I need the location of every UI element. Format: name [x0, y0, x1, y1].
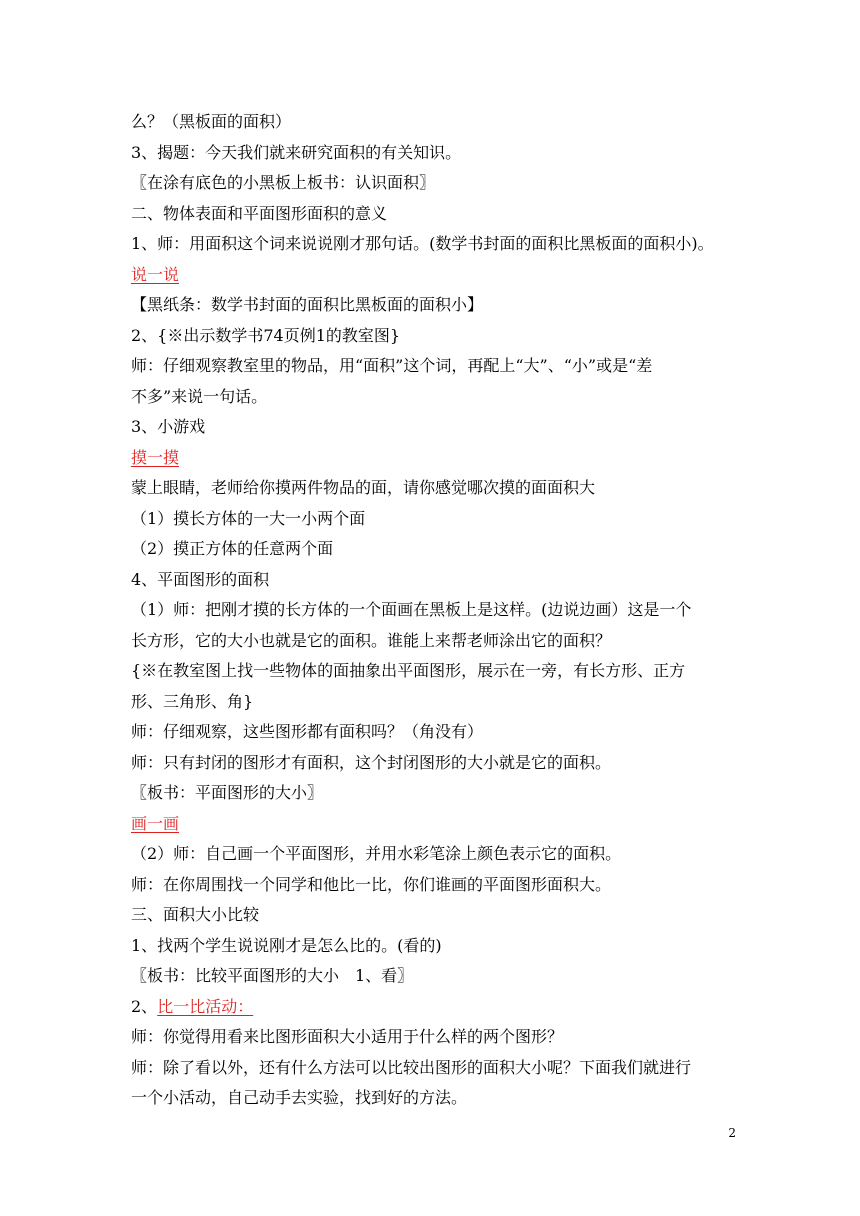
text-line: 2、{※出示数学书74页例1的教室图} [131, 325, 401, 345]
activity-link-shuo [131, 260, 741, 291]
text-line: （1）师：把刚才摸的长方体的一个面画在黑板上是这样。(边说边画）这是一个 [131, 600, 692, 619]
text-line: （2）师：自己画一个平面图形，并用水彩笔涂上颜色表示它的面积。 [131, 844, 622, 863]
line-prefix: 2、 [131, 996, 158, 1016]
activity-link-hua [131, 809, 741, 840]
text-line: 〖在涂有底色的小黑板上板书：认识面积〗 [131, 173, 436, 192]
text-line: 3、小游戏 [131, 417, 206, 436]
section-heading: 三、面积大小比较 [131, 905, 260, 924]
text-line: 么？（黑板面的面积） [131, 112, 292, 131]
text-line: 〖板书：比较平面图形的大小 1、看〗 [131, 966, 414, 985]
text-line: 师：只有封闭的图形才有面积，这个封闭图形的大小就是它的面积。 [131, 752, 612, 772]
text-line: 长方形，它的大小也就是它的面积。谁能上来帮老师涂出它的面积？ [131, 630, 612, 650]
text-line: 4、平面图形的面积 [131, 569, 270, 589]
text-line: 1、找两个学生说说刚才是怎么比的。(看的) [131, 935, 442, 955]
text-line: 师：仔细观察教室里的物品，用“面积”这个词，再配上“大”、“小”或是“差 [131, 356, 653, 375]
text-line-with-link [131, 992, 741, 1023]
text-line: 3、揭题：今天我们就来研究面积的有关知识。 [131, 142, 462, 162]
text-line: 师：你觉得用看来比图形面积大小适用于什么样的两个图形？ [131, 1027, 564, 1046]
text-line: （1）摸长方体的一大一小两个面 [131, 508, 366, 528]
text-line: 不多”来说一句话。 [131, 386, 268, 406]
activity-link[interactable]: 摸一摸 [131, 447, 180, 467]
text-line: {※在教室图上找一些物体的面抽象出平面图形，展示在一旁，有长方形、正方 [131, 661, 686, 680]
text-line: 【黑纸条：数学书封面的面积比黑板面的面积小】 [131, 295, 484, 314]
text-line: 形、三角形、角} [131, 691, 254, 711]
text-line: 师：在你周围找一个同学和他比一比，你们谁画的平面图形面积大。 [131, 874, 612, 894]
text-line: 师：除了看以外，还有什么方法可以比较出图形的面积大小呢？下面我们就进行 [131, 1057, 692, 1077]
text-line: 一个小活动，自己动手去实验，找到好的方法。 [131, 1088, 468, 1107]
text-line: 师：仔细观察，这些图形都有面积吗？（角没有） [131, 722, 484, 741]
activity-link[interactable]: 比一比活动： [157, 996, 254, 1016]
page-number: 2 [728, 1126, 736, 1140]
document-body [131, 107, 741, 1114]
text-line: （2）摸正方体的任意两个面 [131, 539, 334, 558]
text-line: 蒙上眼睛，老师给你摸两件物品的面，请你感觉哪次摸的面面积大 [131, 478, 596, 497]
activity-link[interactable]: 画一画 [131, 813, 180, 833]
activity-link-mo [131, 443, 741, 474]
section-heading: 二、物体表面和平面图形面积的意义 [131, 203, 388, 223]
activity-link[interactable]: 说一说 [131, 264, 180, 284]
text-line: 1、师：用面积这个词来说说刚才那句话。(数学书封面的面积比黑板面的面积小)。 [131, 234, 714, 253]
text-line: 〖板书：平面图形的大小〗 [131, 783, 324, 802]
